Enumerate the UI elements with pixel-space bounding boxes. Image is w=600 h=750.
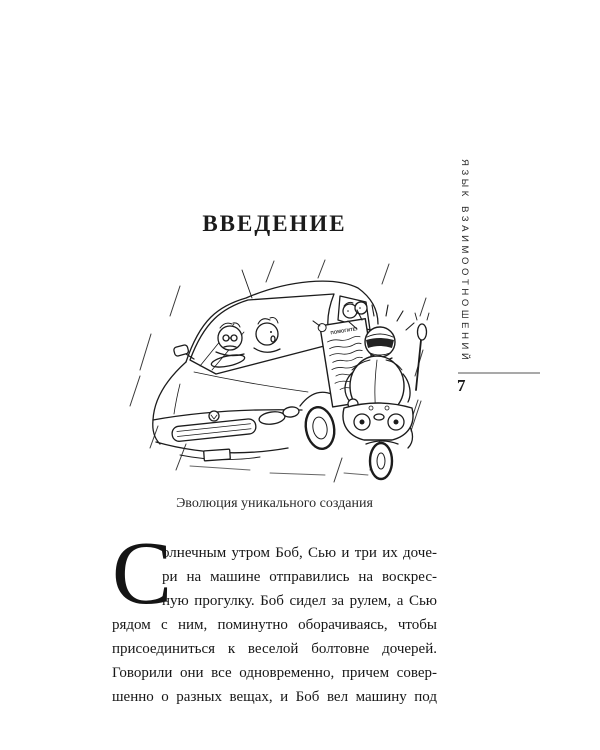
text-line: Говорили они все одновременно, причем совер-: [112, 665, 437, 681]
chapter-title: ВВЕДЕНИЕ: [202, 211, 347, 236]
dropcap-adjacent-lines: [162, 541, 437, 613]
intro-illustration: [120, 258, 430, 486]
text-line: ри на машине отправились на воскрес-: [162, 569, 437, 585]
page-number: 7: [457, 376, 466, 395]
ground-shadows: [190, 466, 368, 475]
illustration-caption: Эволюция уникального создания: [176, 496, 373, 511]
margin-rule: [458, 372, 540, 374]
text-line: шенно о разных вещах, и Боб вел машину под: [112, 689, 437, 705]
drop-cap: С: [112, 524, 173, 623]
text-column: [112, 0, 437, 750]
text-line: ную прогулку. Боб сидел за рулем, а Сью: [162, 593, 437, 609]
text-line: рядом с ним, поминутно оборачиваясь, чтобы: [112, 617, 437, 633]
sign-text: ПОМОГИТЕ!: [330, 326, 358, 336]
text-line: присоединиться к веселой болтовне дочерей.: [112, 641, 437, 657]
text-line: олнечным утром Боб, Сью и три их доче-: [162, 545, 437, 561]
body-paragraph: [112, 524, 437, 709]
running-head-vertical: ЯЗЫК ВЗАИМООТНОШЕНИЙ: [459, 159, 470, 364]
grille: [171, 418, 256, 442]
